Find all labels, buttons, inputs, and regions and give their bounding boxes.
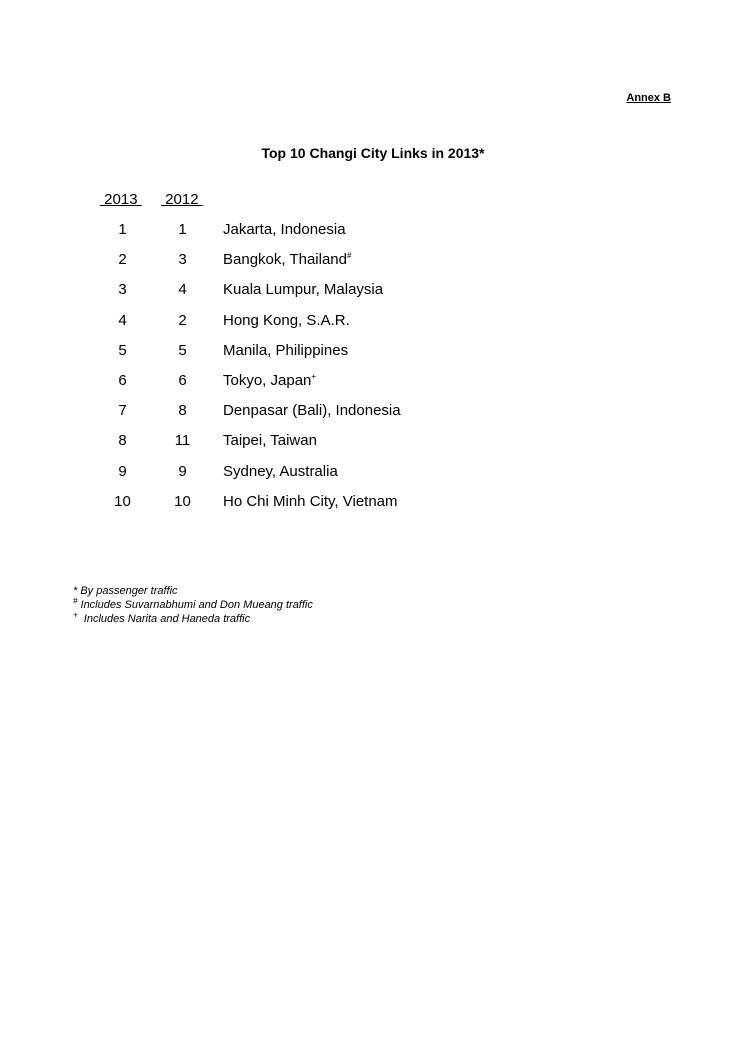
city-name <box>223 432 317 449</box>
city-name <box>223 342 348 359</box>
rank-2012: 1 <box>178 221 187 238</box>
city-label: Sydney, Australia <box>223 462 338 480</box>
rank-2012: 2 <box>178 311 187 329</box>
rank-2012: 3 <box>178 251 187 269</box>
footnote-text: By passenger traffic <box>77 585 178 597</box>
city-label: Ho Chi Minh City, Vietnam <box>223 492 398 510</box>
rank-2013: 9 <box>118 462 127 480</box>
footnote-text: Includes Narita and Haneda traffic <box>77 613 251 625</box>
rank-2013: 4 <box>118 311 127 329</box>
rank-2013: 2 <box>118 251 127 269</box>
footnote-text: Includes Suvarnabhumi and Don Mueang traffic <box>77 599 313 611</box>
footnote <box>73 584 313 598</box>
city-label: Hong Kong, S.A.R. <box>223 311 350 329</box>
rank-2013: 8 <box>118 432 127 450</box>
rank-2012: 11 <box>174 432 191 450</box>
annex-label: Annex B <box>626 92 671 104</box>
header-2012: 2012 <box>161 191 203 208</box>
footnote-symbol: * <box>73 585 78 597</box>
footnote-mark: # <box>346 251 352 261</box>
city-label: Taipei, Taiwan <box>223 432 317 450</box>
city-name <box>223 251 351 268</box>
rank-2012: 9 <box>178 462 187 480</box>
rank-2013: 7 <box>118 402 127 420</box>
rank-2013: 6 <box>118 371 127 389</box>
rank-2013: 5 <box>118 341 127 359</box>
rank-2013: 1 <box>118 221 127 238</box>
rank-2012: 6 <box>178 371 187 389</box>
city-label: Manila, Philippines <box>223 341 349 359</box>
header-2013: 2013 <box>100 191 142 208</box>
city-label: Jakarta, Indonesia <box>223 221 346 238</box>
footnote-mark: + <box>311 371 317 381</box>
rank-2012: 4 <box>178 281 187 299</box>
city-name <box>223 402 401 419</box>
rank-2012: 10 <box>174 492 191 510</box>
rank-2013: 3 <box>118 281 127 299</box>
page-title: Top 10 Changi City Links in 2013* <box>261 145 485 161</box>
city-name <box>223 312 350 329</box>
city-label: Bangkok, Thailand <box>223 251 347 269</box>
footnote <box>73 598 313 612</box>
city-name <box>223 281 383 298</box>
city-label: Denpasar (Bali), Indonesia <box>223 402 401 420</box>
rank-2013: 10 <box>114 492 131 510</box>
rank-2012: 5 <box>178 341 187 359</box>
footnote-symbol: + <box>73 610 78 620</box>
city-name <box>223 221 346 238</box>
city-label: Tokyo, Japan <box>223 371 312 389</box>
city-name <box>223 463 338 480</box>
rank-2012: 8 <box>178 402 187 420</box>
footnote <box>73 612 313 626</box>
city-name <box>223 493 398 510</box>
footnote-symbol: # <box>73 596 78 606</box>
city-label: Kuala Lumpur, Malaysia <box>223 281 384 299</box>
city-name <box>223 372 316 389</box>
footnotes <box>73 584 313 626</box>
